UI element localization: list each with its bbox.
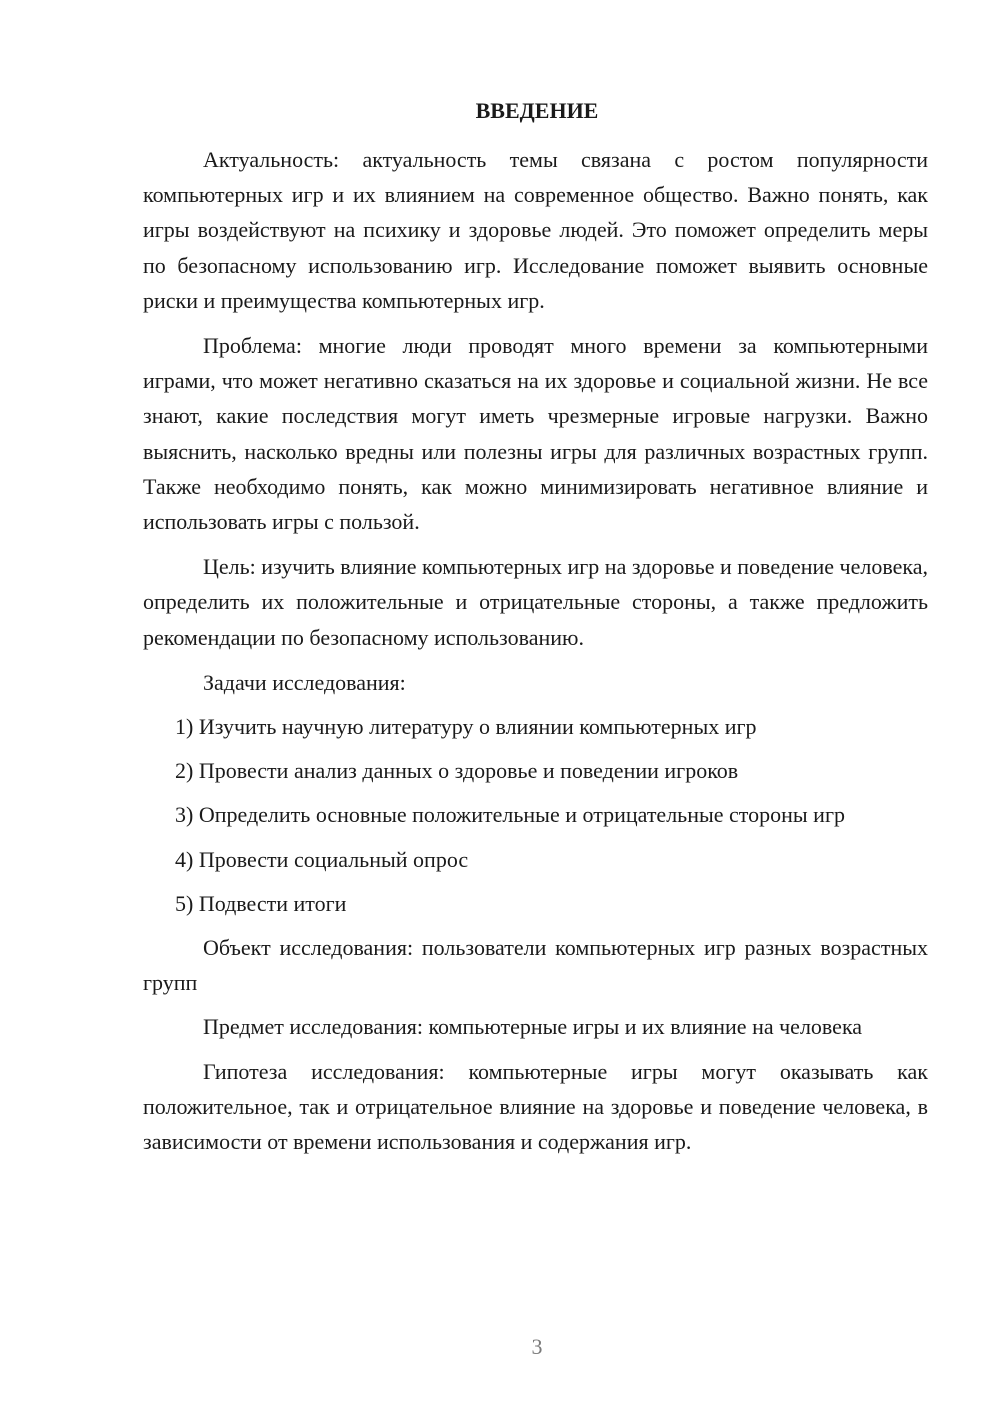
- task-item: 2) Провести анализ данных о здоровье и поведении игроков: [175, 758, 739, 784]
- task-item: 5) Подвести итоги: [175, 890, 347, 916]
- paragraph-goal: Цель: изучить влияние компьютерных игр на здоровье и поведение человека, определить их положительные и отрицательные стороны, а также предложить рекомендации по безопасному использованию.: [143, 554, 929, 650]
- task-item: 4) Провести социальный опрос: [175, 846, 469, 872]
- page-number: 3: [531, 1334, 543, 1359]
- paragraph-problem: Проблема: многие люди проводят много времени за компьютерными играми, что может негативно сказаться на их здоровье и социальной жизни. Не все знают, какие последствия могут иметь чрезмерные игровые нагрузки. Важно выяснить, насколько вредны или полезны игры для различных возрастных групп. Также необходимо понять, как можно минимизировать негативное влияние и использовать игры с пользой.: [143, 333, 928, 535]
- paragraph-relevance: Актуальность: актуальность темы связана с ростом популярности компьютерных игр и их влиянием на современное общество. Важно понять, как игры воздействуют на психику и здоровье людей. Это поможет определить меры по безопасному использованию игр. Исследование поможет выявить основные риски и преимущества компьютерных игр.: [143, 147, 928, 313]
- page-title: ВВЕДЕНИЕ: [475, 98, 599, 123]
- paragraph-hypothesis: Гипотеза исследования: компьютерные игры могут оказывать как положительное, так и отрицательное влияние на здоровье и поведение человека, в зависимости от времени использования и содержания игр.: [143, 1058, 928, 1155]
- tasks-heading: Задачи исследования:: [203, 669, 406, 695]
- page-content: [143, 142, 928, 1159]
- task-item: 3) Определить основные положительные и отрицательные стороны игр: [175, 802, 845, 828]
- paragraph-object: Объект исследования: пользователи компьютерных игр разных возрастных групп: [143, 935, 928, 996]
- paragraph-subject: Предмет исследования: компьютерные игры и их влияние на человека: [203, 1014, 863, 1040]
- task-item: 1) Изучить научную литературу о влиянии компьютерных игр: [175, 714, 757, 740]
- tasks-list: [143, 709, 928, 921]
